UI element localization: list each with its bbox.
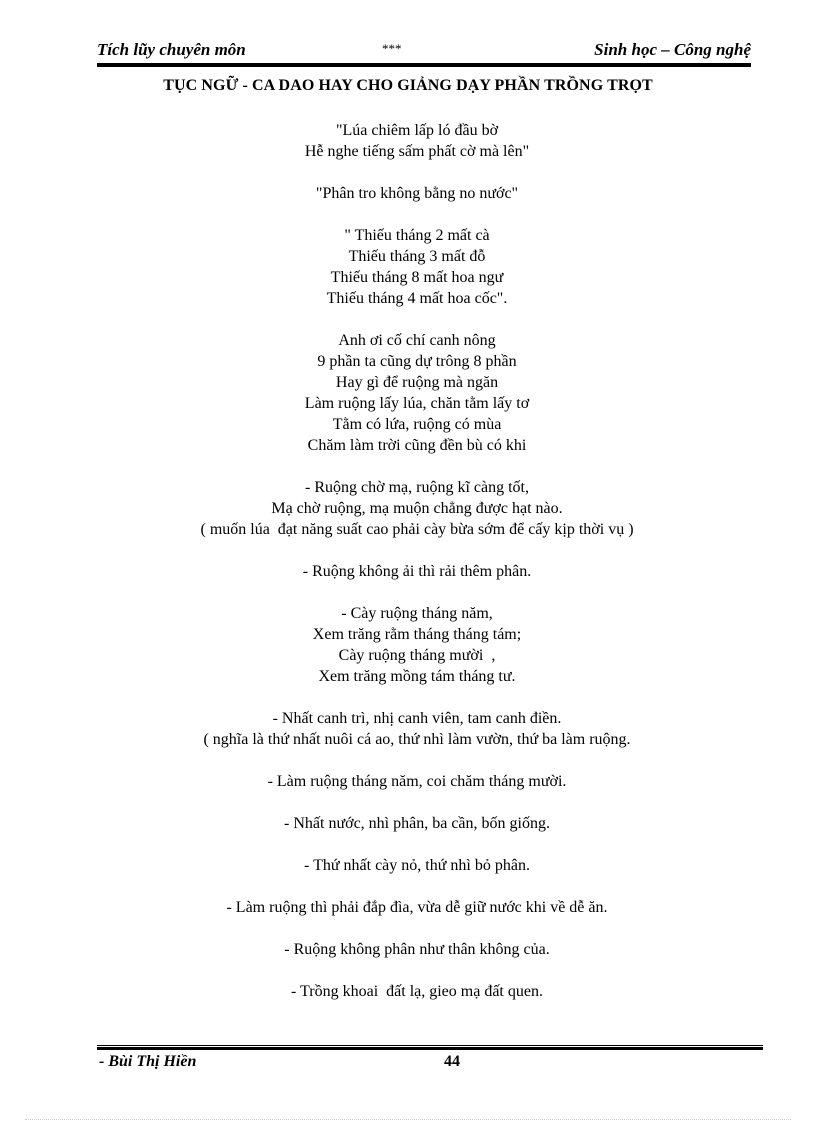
verse-line: Thiếu tháng 4 mất hoa cốc". (326, 290, 508, 307)
verse-line: Hễ nghe tiếng sấm phất cờ mà lên" (304, 143, 530, 160)
verse-line: "Lúa chiêm lấp ló đầu bờ (335, 122, 499, 139)
page-edge-divider (25, 1119, 791, 1120)
verse-line: - Cày ruộng tháng năm, (341, 605, 493, 622)
page-footer (97, 1053, 763, 1075)
footer-rule (97, 1045, 763, 1050)
verse-line: 9 phần ta cũng dự trông 8 phần (317, 353, 517, 370)
verse-line: Chăm làm trời cũng đền bù có khi (307, 437, 527, 454)
stanza (0, 981, 816, 1002)
header-left-text: Tích lũy chuyên môn (97, 40, 246, 59)
stanza (0, 561, 816, 582)
verse-line: Mạ chờ ruộng, mạ muộn chẳng được hạt nào. (271, 500, 563, 517)
page-header (97, 40, 751, 62)
stanza (0, 771, 816, 792)
stanza (0, 897, 816, 918)
stanza (0, 855, 816, 876)
verse-line: - Ruộng không phân như thân không của. (284, 941, 550, 958)
verse-line: ( nghĩa là thứ nhất nuôi cá ao, thứ nhì làm vườn, thứ ba làm ruộng. (203, 731, 631, 748)
verse-line: Làm ruộng lấy lúa, chăn tằm lấy tơ (304, 395, 530, 412)
verse-line: - Nhất canh trì, nhị canh viên, tam canh điền. (272, 710, 562, 727)
verse-line: "Phân tro không bằng no nước" (315, 185, 519, 202)
verse-line: - Thứ nhất cày nỏ, thứ nhì bỏ phân. (304, 857, 530, 874)
stanza (0, 813, 816, 834)
verse-line: Anh ơi cố chí canh nông (338, 332, 496, 349)
verse-line: Cày ruộng tháng mười , (338, 647, 496, 664)
stanza (0, 603, 816, 687)
verse-line: - Nhất nước, nhì phân, ba cần, bốn giống. (284, 815, 550, 832)
stanza (0, 183, 816, 204)
header-rule (97, 63, 751, 67)
verse-line: Thiếu tháng 3 mất đỗ (348, 248, 486, 265)
footer-author: - Bùi Thị Hiền (99, 1053, 197, 1070)
page-number: 44 (444, 1053, 460, 1070)
verse-line: - Làm ruộng tháng năm, coi chăm tháng mười. (267, 773, 567, 790)
verse-line: Xem trăng rằm tháng tháng tám; (312, 626, 522, 643)
stanza (0, 225, 816, 309)
verse-line: - Trồng khoai đất lạ, gieo mạ đất quen. (291, 983, 543, 1000)
document-body (0, 120, 816, 1023)
verse-line: Hay gì để ruộng mà ngăn (335, 374, 499, 391)
verse-line: - Ruộng chờ mạ, ruộng kĩ càng tốt, (305, 479, 529, 496)
verse-line: " Thiếu tháng 2 mất cà (344, 227, 490, 244)
stanza (0, 708, 816, 750)
verse-line: Tằm có lứa, ruộng có mùa (332, 416, 502, 433)
stanza (0, 330, 816, 456)
verse-line: ( muốn lúa đạt năng suất cao phải cày bừa sớm để cấy kịp thời vụ ) (200, 521, 634, 538)
stanza (0, 120, 816, 162)
stanza (0, 939, 816, 960)
header-right-text: Sinh học – Công nghệ (594, 40, 751, 59)
stanza (0, 477, 816, 540)
document-title: TỤC NGỮ - CA DAO HAY CHO GIẢNG DẠY PHẦN TRỒNG TRỌT (163, 77, 653, 94)
verse-line: - Ruộng không ải thì rải thêm phân. (302, 563, 532, 580)
header-separator: *** (382, 41, 402, 56)
verse-line: Xem trăng mồng tám tháng tư. (318, 668, 516, 685)
verse-line: - Làm ruộng thì phải đắp đìa, vừa dễ giữ nước khi về dễ ăn. (226, 899, 608, 916)
verse-line: Thiếu tháng 8 mất hoa ngư (330, 269, 504, 286)
